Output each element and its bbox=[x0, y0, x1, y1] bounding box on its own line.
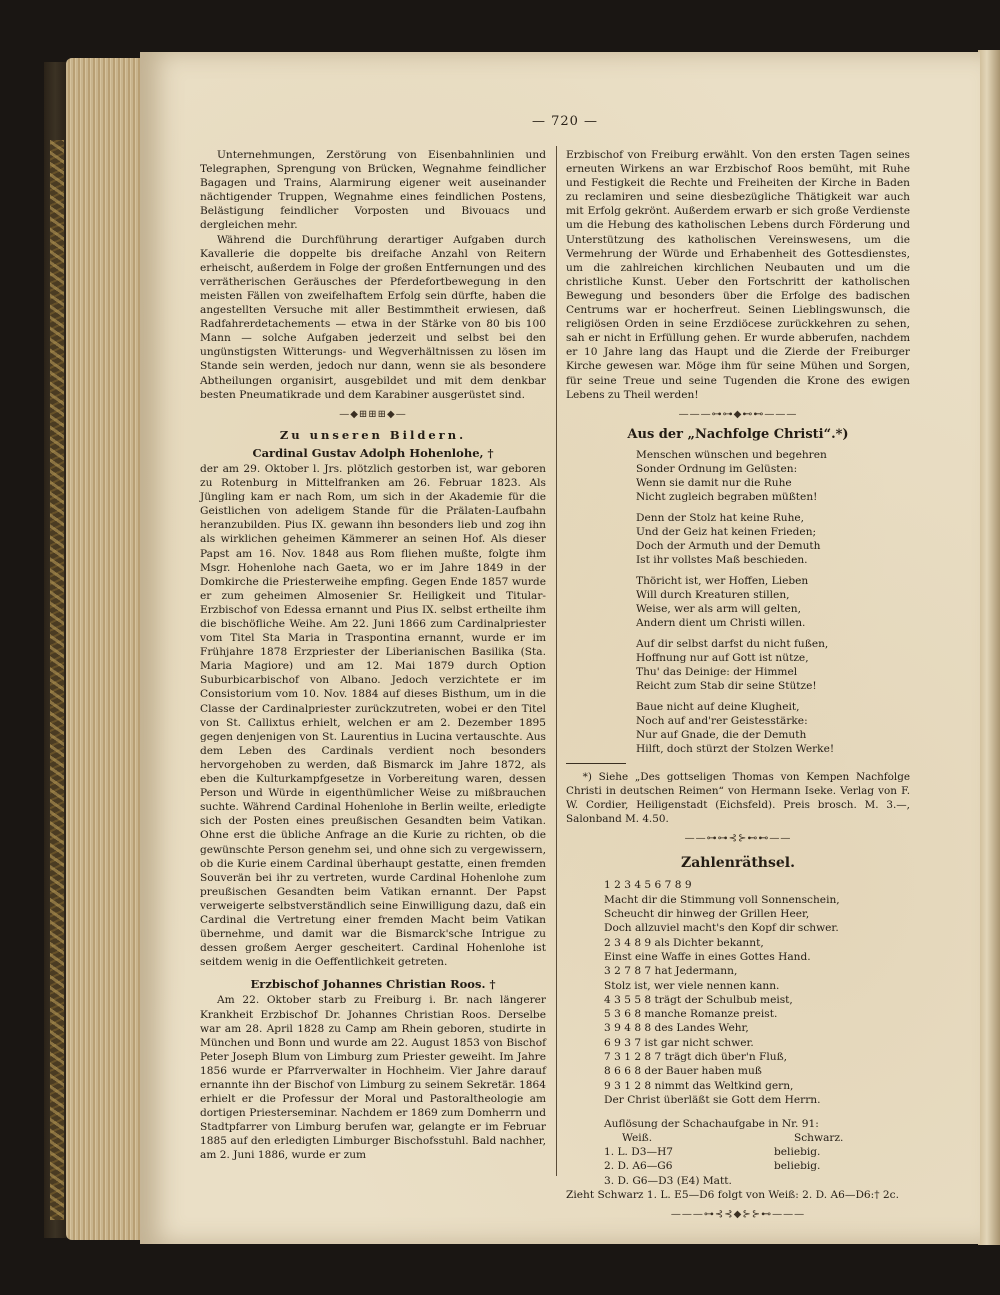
column-divider bbox=[556, 146, 557, 1176]
ornament-divider-4: ———⊶⊰⊰◆⊱⊱⊷——— bbox=[670, 1208, 806, 1220]
right-column bbox=[566, 148, 910, 1228]
riddle-line: 3 2 7 8 7 hat Jedermann, bbox=[604, 965, 738, 978]
poem-line: Nicht zugleich begraben müßten! bbox=[636, 490, 818, 503]
poem-line: Doch der Armuth und der Demuth bbox=[636, 539, 821, 552]
chess-heading: Auflösung der Schachaufgabe in Nr. 91: bbox=[604, 1118, 819, 1131]
riddle-line: 8 6 6 8 der Bauer haben muß bbox=[604, 1065, 762, 1078]
footnote: *) Siehe „Des gottseligen Thomas von Kempen Nachfolge Christi in deutschen Reimen“ von Hermann Iseke. Verlag von F. W. Cordier, Heiligenstadt (Eichsfeld). Preis brosch. M. 3.—, Salonband M. 4.50. bbox=[566, 770, 910, 826]
intro-paragraph-2: Während die Durchführung derartiger Aufgaben durch Kavallerie die doppelte bis dreifache Anzahl von Reitern erheischt, außerdem in Folge der großen Entfernungen und des verrätherischen Geräusches der Pferdefortbewegung in den meisten Fällen von zweifelhaftem Erfolg sein dürfte, haben die angestellten Versuche mit aller Bestimmtheit erwiesen, daß Radfahrerdetachements — etwa in der Stärke von 80 bis 100 Mann — solche Aufgaben jederzeit und selbst bei den ungünstigsten Witterungs- und Wegverhältnissen zu lösen im Stande sein werden, jedoch nur dann, wenn sie als besondere Abtheilungen organisirt, ausgebildet und mit dem denkbar besten Pneumatikrade und dem Karabiner ausgerüstet sind. bbox=[200, 233, 546, 401]
poem-line: Thu' das Deinige: der Himmel bbox=[636, 665, 798, 678]
poem-line: Menschen wünschen und begehren bbox=[636, 448, 827, 461]
poem-title: Aus der „Nachfolge Christi“.*) bbox=[627, 426, 849, 442]
poem-line: Reicht zum Stab dir seine Stütze! bbox=[636, 679, 817, 692]
article-title-hohenlohe: Cardinal Gustav Adolph Hohenlohe, † bbox=[252, 445, 494, 460]
marbled-edge bbox=[50, 140, 64, 1220]
footnote-rule bbox=[566, 763, 626, 764]
article-text-roos: Am 22. Oktober starb zu Freiburg i. Br. nach längerer Krankheit Erzbischof Dr. Johannes Christian Roos. Derselbe war am 28. April 1828 zu Camp am Rhein geboren, studirte in München und Bonn und wurde am 22. August 1853 von Bischof Peter Joseph Blum von Limburg zum Priester geweiht. Im Jahre 1856 wurde er Pfarrverwalter in Hochheim. Vier Jahre darauf ernannte ihn der Bischof von Limburg zu seinem Sekretär. 1864 erhielt er die Professur der Moral und Pastoraltheologie am dortigen Priesterseminar. Nachdem er 1869 zum Domherrn und Stadtpfarrer von Limburg berufen war, gelangte er im Februar 1885 auf den erledigten Limburger Bischofsstuhl. Bald nachher, am 2. Juni 1886, wurde er zum bbox=[200, 994, 546, 1162]
poem-line: Will durch Kreaturen stillen, bbox=[636, 588, 790, 601]
riddle-line: 7 3 1 2 8 7 trägt dich über'n Fluß, bbox=[604, 1051, 788, 1063]
riddle-line: Doch allzuviel macht's den Kopf dir schwer. bbox=[604, 922, 839, 935]
poem-line: Nur auf Gnade, die der Demuth bbox=[636, 728, 807, 741]
riddle-line: Scheucht dir hinweg der Grillen Heer, bbox=[604, 908, 810, 921]
chess-black-move: beliebig. bbox=[774, 1146, 821, 1159]
intro-paragraph-1: Unternehmungen, Zerstörung von Eisenbahnlinien und Telegraphen, Sprengung von Brücken, Wegnahme feindlicher Bagagen und Trains, Alarmirung eigener weit auseinander nächtigender Truppen, Wegnahme eines feindlichen Postens, Belästigung feindlicher Vorposten und Bivouacs und dergleichen mehr. bbox=[200, 149, 546, 232]
riddle-line: 3 9 4 8 8 des Landes Wehr, bbox=[604, 1022, 749, 1035]
poem-line: Denn der Stolz hat keine Ruhe, bbox=[636, 511, 805, 524]
chess-black-label: Schwarz. bbox=[793, 1132, 844, 1145]
chess-note: Zieht Schwarz 1. L. E5—D6 folgt von Weiß: 2. D. A6—D6:† 2c. bbox=[566, 1188, 899, 1201]
riddle-lines bbox=[604, 878, 910, 1107]
ornament-divider-3: ——⊶⊶⊰⊱⊷⊷—— bbox=[684, 833, 792, 845]
riddle-line: 2 3 4 8 9 als Dichter bekannt, bbox=[604, 936, 764, 949]
chess-solution bbox=[566, 1117, 910, 1202]
poem-line: Weise, wer als arm will gelten, bbox=[636, 602, 801, 615]
poem-line: Hilft, doch stürzt der Stolzen Werke! bbox=[636, 742, 835, 755]
article-continuation: Erzbischof von Freiburg erwählt. Von den ersten Tagen seines erneuten Wirkens an war Erzbischof Roos bemüht, mit Ruhe und Festigkeit die Rechte und Freiheiten der Kirche in Baden zu reclamiren und seine diesbezügliche Thätigkeit war auch mit Erfolg gekrönt. Außerdem erwarb er sich große Verdienste um die Hebung des katholischen Lebens durch Förderung und Unterstützung des katholischen Vereinswesens, um die Vermehrung der Würde und Erhabenheit des Gottesdienstes, um die zahlreichen kirchlichen Neubauten und um die christliche Kunst. Ueber den Fortschritt der katholischen Bewegung und besonders über die Erfolge des badischen Centrums war er hocherfreut. Seinen Lieblingswunsch, die religiösen Orden in seine Erzdiöcese zurückkehren zu sehen, sah er nicht in Erfüllung gehen. Er wurde abberufen, nachdem er 10 Jahre lang das Haupt und die Zierde der Freiburger Kirche gewesen war. Möge ihm für seine Mühen und Sorgen, für seine Treue und seine Tugenden die Krone des ewigen Lebens zu Theil werden! bbox=[566, 149, 910, 401]
poem-line: Thöricht ist, wer Hoffen, Lieben bbox=[636, 574, 809, 587]
riddle-line: 1 2 3 4 5 6 7 8 9 bbox=[604, 879, 692, 892]
section-title: Zu unseren Bildern. bbox=[279, 427, 467, 442]
poem-line: Andern dient um Christi willen. bbox=[636, 616, 806, 629]
riddle-line: 4 3 5 5 8 trägt der Schulbub meist, bbox=[604, 993, 793, 1006]
chess-white-move: 3. D. G6—D3 (E4) Matt. bbox=[604, 1174, 732, 1187]
poem-stanza bbox=[636, 448, 910, 504]
poem-stanza bbox=[636, 574, 910, 630]
article-title-roos: Erzbischof Johannes Christian Roos. † bbox=[250, 977, 496, 992]
poem-line: Hoffnung nur auf Gott ist nütze, bbox=[636, 651, 809, 664]
chess-header-row bbox=[566, 1131, 910, 1145]
page-number: — 720 — bbox=[531, 114, 599, 129]
riddle-line: 5 3 6 8 manche Romanze preist. bbox=[604, 1008, 778, 1021]
poem-line: Sonder Ordnung im Gelüsten: bbox=[636, 462, 798, 475]
poem-line: Ist ihr vollstes Maß beschieden. bbox=[636, 553, 808, 566]
chess-black-move: beliebig. bbox=[774, 1160, 821, 1173]
riddle-line: 9 3 1 2 8 nimmt das Weltkind gern, bbox=[604, 1079, 794, 1092]
chess-white-move: 1. L. D3—H7 bbox=[604, 1146, 674, 1159]
poem-line: Und der Geiz hat keinen Frieden; bbox=[636, 525, 817, 538]
riddle-title: Zahlenräthsel. bbox=[681, 855, 795, 872]
right-page-edge bbox=[978, 50, 1000, 1245]
chess-white-label: Weiß. bbox=[622, 1132, 653, 1145]
poem-line: Baue nicht auf deine Klugheit, bbox=[636, 700, 800, 713]
poem-line: Wenn sie damit nur die Ruhe bbox=[636, 476, 792, 489]
poem-line: Auf dir selbst darfst du nicht fußen, bbox=[636, 637, 829, 650]
riddle-line: Der Christ überläßt sie Gott dem Herrn. bbox=[604, 1093, 821, 1106]
chess-black-move bbox=[774, 1174, 910, 1188]
poem-line: Noch auf and'rer Geistesstärke: bbox=[636, 714, 808, 727]
riddle-line: 6 9 3 7 ist gar nicht schwer. bbox=[604, 1036, 754, 1049]
chess-move-row bbox=[566, 1159, 910, 1173]
ornament-divider-2: ———⊶⊶◆⊷⊷——— bbox=[678, 408, 798, 420]
left-column bbox=[200, 148, 546, 1163]
page-edges bbox=[66, 58, 146, 1240]
riddle-line: Einst eine Waffe in eines Gottes Hand. bbox=[604, 950, 811, 963]
chess-move-row bbox=[566, 1174, 910, 1188]
article-text-hohenlohe: der am 29. Oktober l. Jrs. plötzlich gestorben ist, war geboren zu Rotenburg in Mittelfranken am 26. Februar 1823. Als Jüngling kam er nach Rom, um sich in der Akademie für die Geistlichen von adeligem Stande für die Prälaten-Laufbahn heranzubilden. Pius IX. gewann ihn besonders lieb und zog ihn als wirklichen geheimen Kämmerer an seinen Hof. Als dieser Papst am 16. Nov. 1848 aus Rom fliehen mußte, folgte ihm Msgr. Hohenlohe nach Gaeta, wo er im Jahre 1849 in der Domkirche die Priesterweihe empfing. Gegen Ende 1857 wurde er zum geheimen Almosenier Sr. Heiligkeit und Titular-Erzbischof von Edessa ernannt und Pius IX. selbst ertheilte ihm die bischöfliche Weihe. Am 22. Juni 1866 zum Cardinalpriester vom Titel Sta Maria in Traspontina ernannt, wurde er im Frühjahre 1878 Erzpriester der Liberianischen Basilika (Sta. Maria Magiore) und am 12. Mai 1879 durch Option Suburbicarbischof von Albano. Jedoch verzichtete er im Consistorium vom 10. Nov. 1884 auf dieses Bisthum, um in die Classe der Cardinalpriester zurückzutreten, wobei er den Titel von St. Callixtus erhielt, welchen er am 2. Dezember 1895 gegen denjenigen von St. Laurentius in Lucina vertauschte. Aus dem Leben des Cardinals verdient noch besonders hervorgehoben zu werden, daß Bismarck im Jahre 1872, als eben die Kulturkampfgesetze in Vorbereitung waren, dessen Person und Würde in eigenthümlicher Weise zu mißbrauchen suchte. Während Cardinal Hohenlohe in Berlin weilte, erledigte sich der Posten eines preußischen Gesandten beim Vatikan. Ohne erst die übliche Anfrage an die Kurie zu richten, ob die gewünschte Person genehm sei, und ohne sich zu vergewissern, ob die Kurie einem Cardinal überhaupt gestatte, einen fremden Souverän bei ihr zu vertreten, wurde Cardinal Hohenlohe zum preußischen Gesandten beim Vatikan ernannt. Der Papst verweigerte selbstverständlich seine Einwilligung dazu, daß ein Cardinal die Vertretung einer fremden Macht beim Vatikan übernehme, und damit war die Bismarck'sche Intrigue zu dessen großem Aerger gescheitert. Cardinal Hohenlohe ist seitdem wenig in die Oeffentlichkeit getreten. bbox=[200, 462, 546, 969]
poem-stanza bbox=[636, 700, 910, 756]
poem-stanza bbox=[636, 637, 910, 693]
ornament-divider: —◆⊞⊞⊞◆— bbox=[339, 408, 407, 420]
chess-move-row bbox=[566, 1145, 910, 1159]
chess-white-move: 2. D. A6—G6 bbox=[604, 1160, 673, 1173]
riddle-line: Stolz ist, wer viele nennen kann. bbox=[604, 979, 780, 992]
poem-stanza bbox=[636, 511, 910, 567]
riddle-line: Macht dir die Stimmung voll Sonnenschein, bbox=[604, 893, 840, 906]
